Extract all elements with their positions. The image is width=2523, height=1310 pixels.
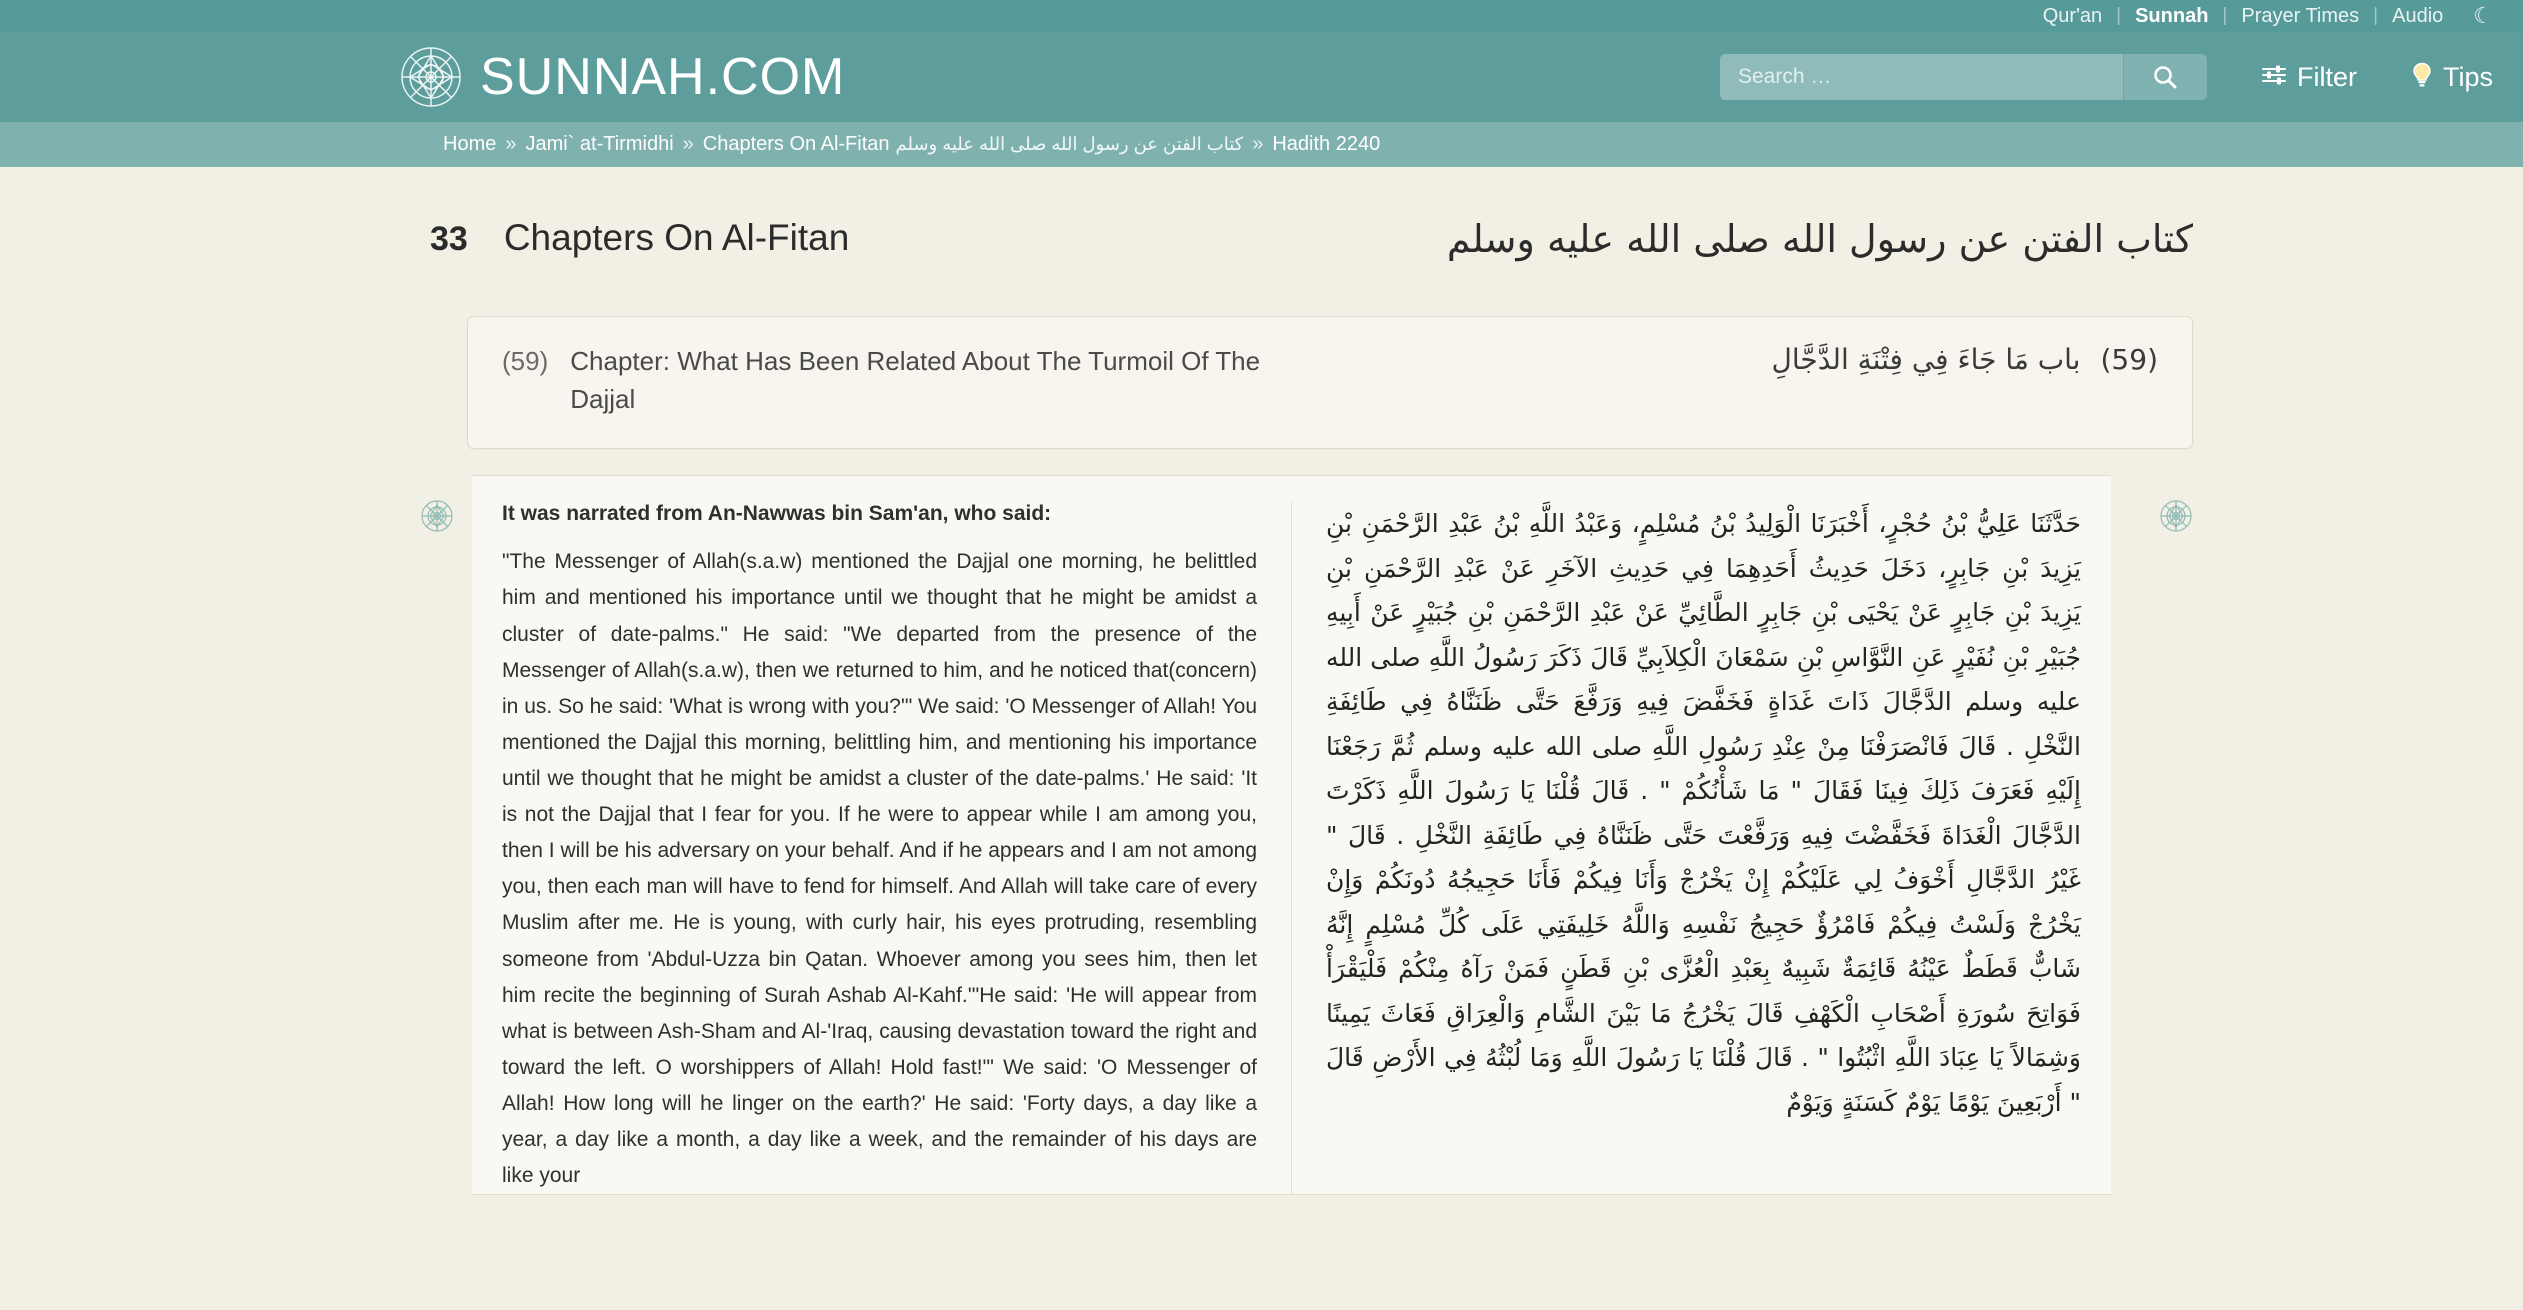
topbar-separator-1: | [2116,5,2122,26]
chapter-number-arabic: (59) [2100,343,2158,376]
topbar-separator-2: | [2222,5,2228,26]
rosette-ornament-icon-left [420,499,454,533]
topbar-link-audio[interactable]: Audio [2392,5,2444,27]
rosette-logo-icon [400,46,462,108]
breadcrumb-book[interactable]: Chapters On Al-Fitan [702,133,890,155]
hadith-english [502,502,1257,1194]
breadcrumb-sep-3: » [1252,133,1264,155]
chapter-header-box [467,316,2193,449]
breadcrumb-current: Hadith 2240 [1272,133,1381,155]
book-title-arabic: كتاب الفتن عن رسول الله صلى الله عليه وسلم [1446,217,2193,261]
breadcrumb [0,122,2523,167]
page-content [0,167,2523,1310]
sliders-icon [2261,64,2287,90]
topbar-link-sunnah[interactable]: Sunnah [2135,5,2209,27]
moon-icon[interactable]: ☾ [2473,3,2493,28]
tips-label: Tips [2442,61,2493,92]
tips-button[interactable] [2411,62,2493,93]
breadcrumb-home[interactable]: Home [443,133,497,155]
search-input[interactable] [1720,54,2123,100]
chapter-arabic [1772,343,2158,376]
topbar-link-prayer-times[interactable]: Prayer Times [2241,5,2360,27]
top-utility-bar [0,0,2523,32]
topbar-separator-3: | [2373,5,2379,26]
hadith-text-arabic: حَدَّثَنَا عَلِيُّ بْنُ حُجْرٍ، أَخْبَرَنَا الْوَلِيدُ بْنُ مُسْلِمٍ، وَعَبْدُ اللَّهِ بْنُ عَبْدِ الرَّحْمَنِ بْنِ يَزِيدَ بْنِ جَابِرٍ، دَخَلَ حَدِيثُ أَحَدِهِمَا فِي حَدِيثِ الآخَرِ عَنْ عَبْدِ الرَّحْمَنِ بْنِ يَزِيدَ بْنِ جَابِرٍ عَنْ يَحْيَى بْنِ جَابِرٍ الطَّائِيِّ عَنْ عَبْدِ الرَّحْمَنِ بْنِ جُبَيْرٍ عَنْ أَبِيهِ جُبَيْرِ بْنِ نُفَيْرٍ عَنِ النَّوَّاسِ بْنِ سَمْعَانَ الْكِلاَبِيِّ قَالَ ذَكَرَ رَسُولُ اللَّهِ صلى الله عليه وسلم الدَّجَّالَ ذَاتَ غَدَاةٍ فَخَفَّضَ فِيهِ وَرَفَّعَ حَتَّى ظَنَنَّاهُ فِي طَائِفَةِ النَّخْلِ . قَالَ فَانْصَرَفْنَا مِنْ عِنْدِ رَسُولِ اللَّهِ صلى الله عليه وسلم ثُمَّ رَجَعْنَا إِلَيْهِ فَعَرَفَ ذَلِكَ فِينَا فَقَالَ " مَا شَأْنُكُمْ " . قَالَ قُلْنَا يَا رَسُولَ اللَّهِ ذَكَرْتَ الدَّجَّالَ الْغَدَاةَ فَخَفَّضْتَ فِيهِ وَرَفَّعْتَ حَتَّى ظَنَنَّاهُ فِي طَائِفَةِ النَّخْلِ . قَالَ " غَيْرُ الدَّجَّالِ أَخْوَفُ لِي عَلَيْكُمْ إِنْ يَخْرُجْ وَأَنَا فِيكُمْ فَأَنَا حَجِيجُهُ دُونَكُمْ وَإِنْ يَخْرُجْ وَلَسْتُ فِيكُمْ فَامْرُؤٌ حَجِيجُ نَفْسِهِ وَاللَّهُ خَلِيفَتِي عَلَى كُلِّ مُسْلِمٍ إِنَّهُ شَابٌّ قَطَطٌ عَيْنُهُ قَائِمَةٌ شَبِيهٌ بِعَبْدِ الْعُزَّى بْنِ قَطَنٍ فَمَنْ رَآهُ مِنْكُمْ فَلْيَقْرَأْ فَوَاتِحَ سُورَةِ أَصْحَابِ الْكَهْفِ قَالَ يَخْرُجُ مَا بَيْنَ الشَّامِ وَالْعِرَاقِ فَعَاثَ يَمِينًا وَشِمَالاً يَا عِبَادَ اللَّهِ اثْبُتُوا " . قَالَ قُلْنَا يَا رَسُولَ اللَّهِ وَمَا لُبْثُهُ فِي الأَرْضِ قَالَ " أَرْبَعِينَ يَوْمًا يَوْمٌ كَسَنَةٍ وَيَوْمٌ [1325,509,2081,1117]
rosette-ornament-icon-right [2159,499,2193,533]
chapter-title-arabic: باب مَا جَاءَ فِي فِتْنَةِ الدَّجَّالِ [1771,343,2081,376]
search-button[interactable] [2123,54,2207,100]
chapter-number-english: (59) [502,346,549,376]
header-right [1720,54,2493,100]
topbar-link-quran[interactable]: Qur'an [2042,5,2103,27]
filter-button[interactable] [2261,62,2357,93]
breadcrumb-sep-2: » [682,133,694,155]
brand-name: SUNNAH.COM [480,48,846,106]
hadith-section [420,475,2193,1195]
book-title-row [0,167,2523,261]
breadcrumb-book-arabic: كتاب الفتن عن رسول الله صلى الله عليه وسلم [895,134,1244,154]
hadith-text-english: "The Messenger of Allah(s.a.w) mentioned the Dajjal one morning, he belittled him and mentioned his importance until we thought that he might be amidst a cluster of date-palms." He said: "We departed from the presence of the Messenger of Allah(s.a.w), then we returned to him, and he noticed that(concern) in us. So he said: 'What is wrong with you?'" We said: 'O Messenger of Allah! You mentioned the Dajjal this morning, belittling him, and mentioning his importance until we thought that he might be amidst a cluster of the date-palms.' He said: 'It is not the Dajjal that I fear for you. If he were to appear while I am among you, then I will be his adversary on your behalf. And if he appears and I am not among you, then each man will have to fend for himself. And Allah will take care of every Muslim after me. He is young, with curly hair, his eyes protruding, resembling someone from 'Abdul-Uzza bin Qatan. Whoever among you sees him, then let him recite the beginning of Surah Ashab Al-Kahf.'"He said: 'He will appear from what is between Ash-Sham and Al-'Iraq, causing devastation toward the right and toward the left. O worshippers of Allah! Hold fast!"' We said: 'O Messenger of Allah! How long will he linger on the earth?' He said: 'Forty days, a day like a year, a day like a month, a day like a week, and the remainder of his days are like your [502,550,1258,1188]
column-divider [1291,502,1292,1194]
hadith-narrator: It was narrated from An-Nawwas bin Sam'an, who said: [502,502,1052,526]
book-number: 33 [430,220,468,258]
brand[interactable] [400,46,845,108]
lightbulb-icon [2411,62,2433,92]
book-title-english: Chapters On Al-Fitan [503,217,850,258]
breadcrumb-collection[interactable]: Jami` at-Tirmidhi [525,133,674,155]
chapter-title-english: Chapter: What Has Been Related About The Turmoil Of The Dajjal [570,346,1261,414]
site-header [0,32,2523,122]
breadcrumb-sep-1: » [505,133,517,155]
chapter-english [502,343,1262,418]
search-icon [2151,63,2179,91]
search-box[interactable] [1720,54,2207,100]
book-title-left [430,217,849,259]
filter-label: Filter [2296,61,2357,92]
hadith-card [472,475,2111,1195]
